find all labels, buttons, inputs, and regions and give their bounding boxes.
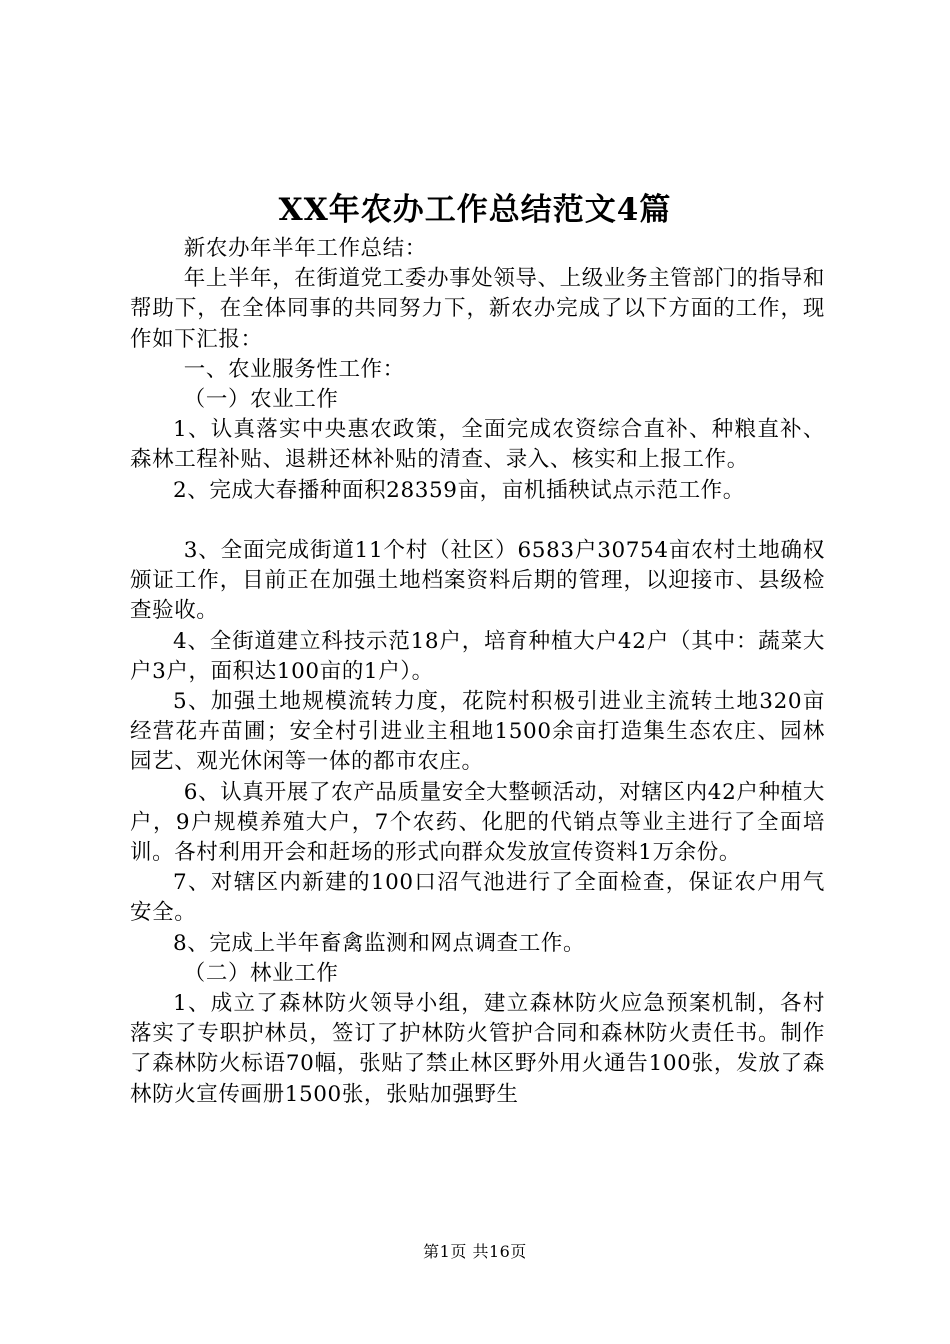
- section-heading-agriculture-service: 一、农业服务性工作：: [183, 356, 405, 382]
- paragraph-item-3: 3、全面完成街道11个村（社区）6583户30754亩农村土地确权颁证工作，目前正在加强土地档案资料后期的管理，以迎接市、县级检查验收。: [130, 538, 825, 624]
- document-body: [130, 234, 825, 1110]
- document-title: XX年农办工作总结范文4篇: [278, 192, 672, 228]
- paragraph-item-7: 7、对辖区内新建的100口沼气池进行了全面检查，保证农户用气安全。: [130, 870, 825, 926]
- blank-line: [130, 506, 825, 536]
- paragraph-item-2: 2、完成大春播种面积28359亩，亩机插秧试点示范工作。: [173, 477, 745, 503]
- page-footer: 第1页 共16页: [423, 1242, 527, 1261]
- paragraph-intro: 新农办年半年工作总结：: [183, 236, 427, 261]
- paragraph-summary: 年上半年，在街道党工委办事处领导、上级业务主管部门的指导和帮助下，在全体同事的共同努力下，新农办完成了以下方面的工作，现作如下汇报：: [130, 266, 825, 352]
- paragraph-forestry-item-1: 1、成立了森林防火领导小组，建立森林防火应急预案机制，各村落实了专职护林员，签订了护林防火管护合同和森林防火责任书。制作了森林防火标语70幅，张贴了禁止林区野外用火通告100张，发放了森林防火宣传画册1500张，张贴加强野生: [130, 991, 825, 1107]
- subsection-heading-forestry: （二）林业工作: [183, 960, 339, 986]
- paragraph-item-6: 6、认真开展了农产品质量安全大整顿活动，对辖区内42户种植大户，9户规模养殖大户，7个农药、化肥的代销点等业主进行了全面培训。各村利用开会和赶场的形式向群众发放宣传资料1万余份。: [130, 779, 825, 866]
- paragraph-item-5: 5、加强土地规模流转力度，花院村积极引进业主流转土地320亩经营花卉苗圃；安全村引进业主租地1500余亩打造集生态农庄、园林园艺、观光休闲等一体的都市农庄。: [130, 689, 825, 775]
- subsection-heading-agriculture: （一）农业工作: [183, 387, 339, 413]
- paragraph-item-1: 1、认真落实中央惠农政策，全面完成农资综合直补、种粮直补、森林工程补贴、退耕还林补贴的清查、录入、核实和上报工作。: [130, 417, 825, 473]
- paragraph-item-8: 8、完成上半年畜禽监测和网点调查工作。: [173, 930, 586, 956]
- paragraph-item-4: 4、全街道建立科技示范18户，培育种植大户42户（其中：蔬菜大户3户，面积达100亩的1户）。: [130, 628, 825, 684]
